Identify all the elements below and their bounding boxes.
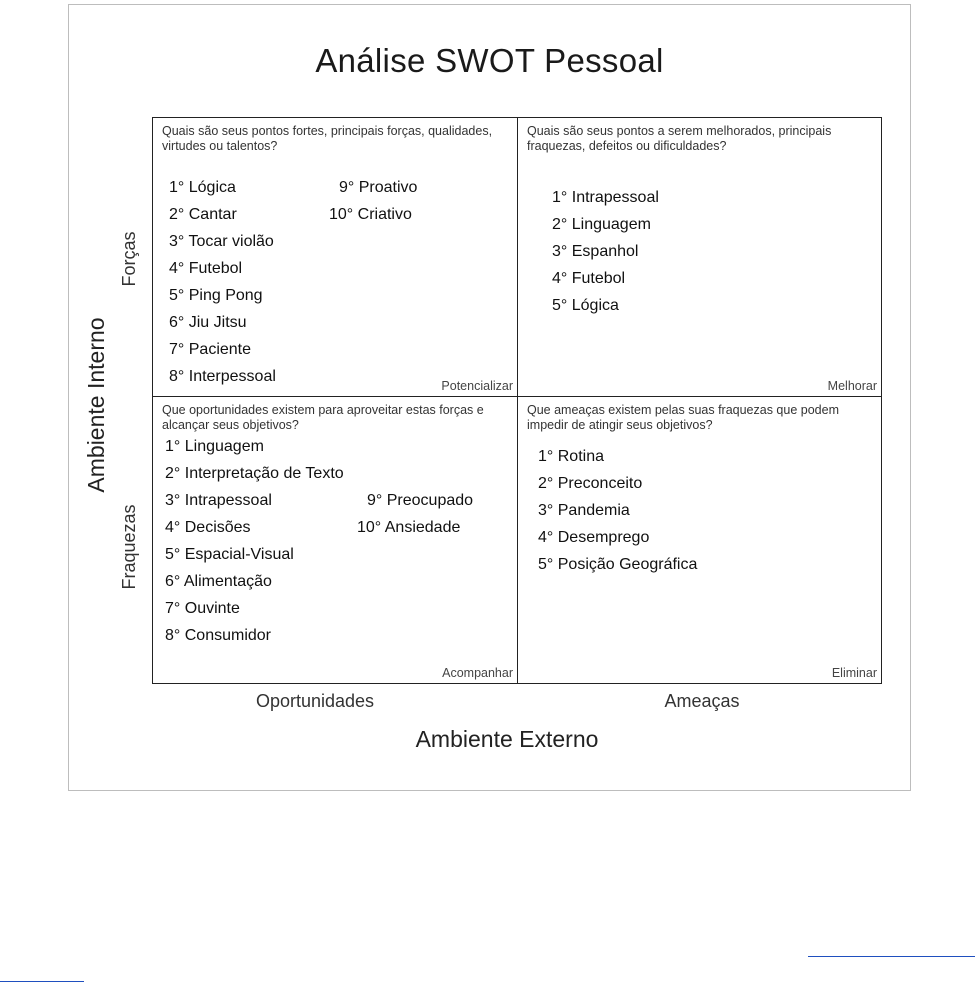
list-item: 3° Pandemia bbox=[538, 502, 630, 519]
quadrant-question: Quais são seus pontos a serem melhorados, principais fraquezas, defeitos ou dificuldades? bbox=[527, 124, 832, 153]
hyperlink-underline[interactable] bbox=[0, 981, 84, 982]
strengths-list-col1 bbox=[169, 174, 276, 390]
list-item: 1° Lógica bbox=[169, 179, 236, 196]
list-item: 2° Preconceito bbox=[538, 475, 643, 492]
list-item: 7° Paciente bbox=[169, 341, 252, 358]
list-item: 1° Linguagem bbox=[165, 438, 264, 455]
list-item: 5° Ping Pong bbox=[169, 287, 263, 304]
list-item: 3° Espanhol bbox=[552, 243, 639, 260]
list-item: 1° Intrapessoal bbox=[552, 189, 659, 206]
quadrant-action-label: Melhorar bbox=[827, 379, 877, 393]
list-item: 10° Criativo bbox=[329, 206, 412, 223]
list-item: 5° Espacial-Visual bbox=[165, 546, 294, 563]
list-item: 4° Desemprego bbox=[538, 529, 650, 546]
list-item: 10° Ansiedade bbox=[357, 519, 461, 536]
quadrant-action-label: Acompanhar bbox=[442, 666, 513, 680]
list-item: 9° Preocupado bbox=[367, 492, 474, 509]
axis-label-ameacas: Ameaças bbox=[664, 691, 740, 711]
swot-grid bbox=[152, 117, 882, 684]
list-item: 2° Linguagem bbox=[552, 216, 651, 233]
list-item: 6° Alimentação bbox=[165, 573, 272, 590]
list-item: 7° Ouvinte bbox=[165, 600, 240, 617]
axis-label-oportunidades: Oportunidades bbox=[255, 691, 375, 711]
list-item: 8° Consumidor bbox=[165, 627, 271, 644]
figure-title: Análise SWOT Pessoal bbox=[315, 42, 664, 79]
list-item: 4° Futebol bbox=[169, 260, 243, 277]
threats-list bbox=[538, 443, 697, 578]
list-item: 5° Lógica bbox=[552, 297, 619, 314]
list-item: 4° Futebol bbox=[552, 270, 626, 287]
opportunities-list-col2 bbox=[357, 487, 473, 541]
quadrant-action-label: Potencializar bbox=[441, 379, 513, 393]
quadrant-action-label: Eliminar bbox=[831, 666, 877, 680]
list-item: 9° Proativo bbox=[339, 179, 418, 196]
list-item: 5° Posição Geográfica bbox=[538, 556, 698, 573]
hyperlink-underline[interactable] bbox=[808, 956, 975, 957]
list-item: 3° Tocar violão bbox=[169, 233, 274, 250]
axis-label-ambiente-externo: Ambiente Externo bbox=[415, 726, 599, 752]
quadrant-strengths bbox=[153, 118, 518, 397]
quadrant-question: Que oportunidades existem para aproveitar estas forças e alcançar seus objetivos? bbox=[162, 403, 484, 432]
quadrant-question: Quais são seus pontos fortes, principais forças, qualidades, virtudes ou talentos? bbox=[162, 124, 493, 153]
list-item: 8° Interpessoal bbox=[169, 368, 276, 385]
quadrant-opportunities bbox=[153, 397, 518, 683]
quadrant-weaknesses bbox=[518, 118, 881, 397]
strengths-list-col2 bbox=[329, 174, 417, 228]
quadrant-question: Que ameaças existem pelas suas fraquezas que podem impedir de atingir seus objetivos? bbox=[527, 403, 839, 432]
axis-label-fraquezas: Fraquezas bbox=[119, 504, 139, 590]
list-item: 4° Decisões bbox=[165, 519, 251, 536]
list-item: 1° Rotina bbox=[538, 448, 604, 465]
weaknesses-list bbox=[552, 184, 659, 319]
list-item: 6° Jiu Jitsu bbox=[169, 314, 247, 331]
axis-label-forcas: Forças bbox=[119, 231, 139, 287]
opportunities-list-col1 bbox=[165, 433, 344, 649]
quadrant-threats bbox=[518, 397, 881, 683]
list-item: 2° Cantar bbox=[169, 206, 237, 223]
list-item: 2° Interpretação de Texto bbox=[165, 465, 344, 482]
list-item: 3° Intrapessoal bbox=[165, 492, 272, 509]
swot-figure bbox=[68, 4, 911, 791]
axis-label-ambiente-interno: Ambiente Interno bbox=[83, 317, 109, 493]
